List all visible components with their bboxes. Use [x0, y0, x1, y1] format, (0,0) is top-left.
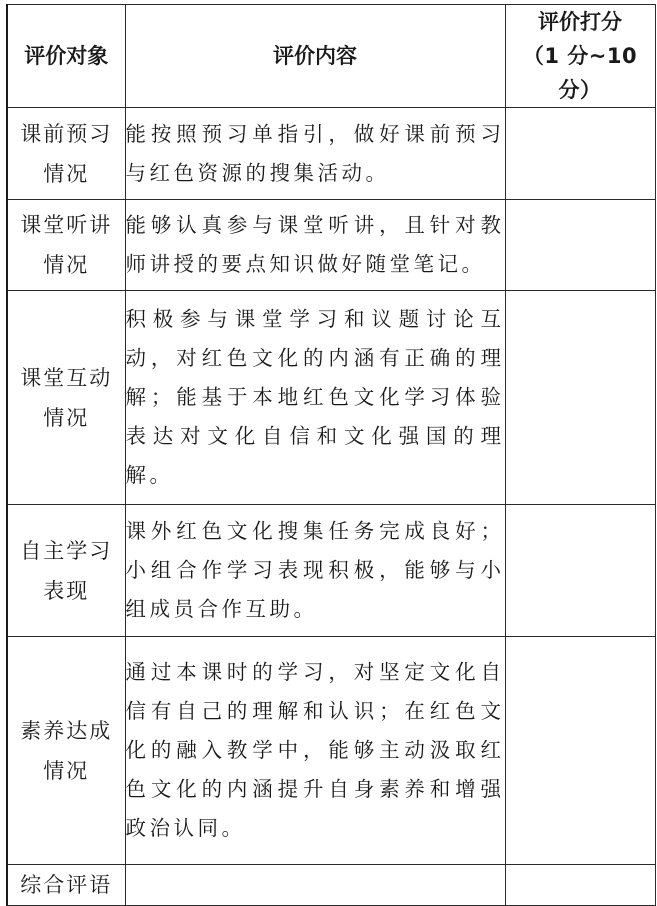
row-target — [7, 108, 125, 200]
row-content: 积极参与课堂学习和议题讨论互动，对红色文化的内涵有正确的理解；能基于本地红色文化学习体验表达对文化自信和文化强国的理解。 — [125, 291, 505, 505]
header-content-label: 评价内容 — [273, 44, 357, 68]
row-target — [7, 637, 125, 865]
row-target-line2: 表现 — [43, 578, 90, 603]
row-target — [7, 200, 125, 291]
row-content: 能按照预习单指引，做好课前预习与红色资源的搜集活动。 — [125, 108, 505, 200]
row-target — [7, 505, 125, 637]
row-content: 课外红色文化搜集任务完成良好；小组合作学习表现积极，能够与小组成员合作互助。 — [125, 505, 505, 637]
row-score-cell[interactable] — [505, 637, 655, 865]
row-content[interactable] — [125, 865, 505, 906]
row-target-line1: 素养达成 — [20, 718, 113, 743]
table-row — [7, 505, 655, 637]
header-score-range: （1 分~10 分） — [522, 44, 638, 102]
row-target-line2: 情况 — [43, 405, 90, 430]
header-target-label: 评价对象 — [24, 44, 109, 68]
header-score — [505, 5, 655, 108]
table-row — [7, 865, 655, 906]
row-target — [7, 865, 125, 906]
row-content: 通过本课时的学习，对坚定文化自信有自己的理解和认识；在红色文化的融入教学中，能够主动汲取红色文化的内涵提升自身素养和增强政治认同。 — [125, 637, 505, 865]
table-row — [7, 637, 655, 865]
table-row — [7, 200, 655, 291]
header-content — [125, 5, 505, 108]
row-target-line1: 自主学习 — [20, 538, 113, 563]
row-target-line2: 情况 — [43, 253, 90, 277]
row-target-line1: 综合评语 — [20, 873, 113, 897]
row-target-line2: 情况 — [43, 161, 90, 186]
row-score-cell[interactable] — [505, 505, 655, 637]
row-target-line2: 情况 — [43, 758, 90, 783]
row-score-cell[interactable] — [505, 108, 655, 200]
row-score-cell[interactable] — [505, 291, 655, 505]
header-score-label: 评价打分 — [538, 10, 622, 34]
row-score-cell[interactable] — [505, 200, 655, 291]
row-score-cell[interactable] — [505, 865, 655, 906]
table-row — [7, 291, 655, 505]
evaluation-table — [6, 4, 656, 906]
row-target-line1: 课堂听讲 — [20, 213, 113, 237]
header-row — [7, 5, 655, 108]
table-row — [7, 108, 655, 200]
row-target-line1: 课前预习 — [20, 121, 113, 146]
header-target — [7, 5, 125, 108]
row-target-line1: 课堂互动 — [20, 365, 113, 390]
row-target — [7, 291, 125, 505]
row-content: 能够认真参与课堂听讲，且针对教师讲授的要点知识做好随堂笔记。 — [125, 200, 505, 291]
